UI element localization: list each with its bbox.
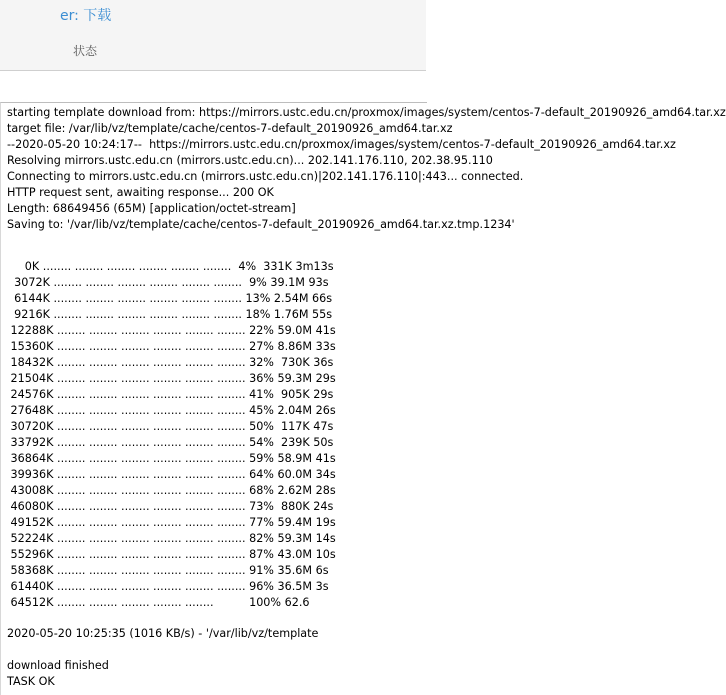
log-line: 21504K ........ ........ ........ ........ ........ ........ 36% 59.3M 29s — [7, 372, 336, 385]
log-line: 46080K ........ ........ ........ ........ ........ ........ 73% 880K 24s — [7, 500, 334, 513]
log-line: Resolving mirrors.ustc.edu.cn (mirrors.ustc.edu.cn)... 202.141.176.110, 202.38.95.110 — [7, 154, 493, 167]
task-log-panel[interactable] — [0, 102, 726, 695]
log-line: starting template download from: https://mirrors.ustc.edu.cn/proxmox/images/system/centos-7-default_20190926_amd64.tar.xz — [7, 106, 726, 119]
log-line: --2020-05-20 10:24:17-- https://mirrors.ustc.edu.cn/proxmox/images/system/centos-7-default_20190926_amd64.tar.xz — [7, 138, 676, 151]
log-line: 30720K ........ ........ ........ ........ ........ ........ 50% 117K 47s — [7, 420, 334, 433]
log-line: 33792K ........ ........ ........ ........ ........ ........ 54% 239K 50s — [7, 436, 334, 449]
log-line: 58368K ........ ........ ........ ........ ........ ........ 91% 35.6M 6s — [7, 564, 329, 577]
log-line: 15360K ........ ........ ........ ........ ........ ........ 27% 8.86M 33s — [7, 340, 336, 353]
window-title: er: 下载 — [60, 8, 112, 24]
log-line: 6144K ........ ........ ........ ........ ........ ........ 13% 2.54M 66s — [7, 292, 333, 305]
log-line: Length: 68649456 (65M) [application/octet-stream] — [7, 202, 296, 215]
log-line: 27648K ........ ........ ........ ........ ........ ........ 45% 2.04M 26s — [7, 404, 336, 417]
log-line: 9216K ........ ........ ........ ........ ........ ........ 18% 1.76M 55s — [7, 308, 333, 321]
window-header — [0, 0, 426, 71]
log-line: 2020-05-20 10:25:35 (1016 KB/s) - '/var/lib/vz/template — [7, 627, 319, 640]
log-line: 24576K ........ ........ ........ ........ ........ ........ 41% 905K 29s — [7, 388, 334, 401]
log-line: download finished — [7, 659, 109, 672]
log-line: 43008K ........ ........ ........ ........ ........ ........ 68% 2.62M 28s — [7, 484, 336, 497]
log-line: 12288K ........ ........ ........ ........ ........ ........ 22% 59.0M 41s — [7, 324, 336, 337]
log-line: 52224K ........ ........ ........ ........ ........ ........ 82% 59.3M 14s — [7, 532, 336, 545]
log-line: 64512K ........ ........ ........ ........ ........ 100% 62.6 — [7, 596, 310, 609]
log-line: 61440K ........ ........ ........ ........ ........ ........ 96% 36.5M 3s — [7, 580, 329, 593]
log-line: 49152K ........ ........ ........ ........ ........ ........ 77% 59.4M 19s — [7, 516, 336, 529]
log-line: 39936K ........ ........ ........ ........ ........ ........ 64% 60.0M 34s — [7, 468, 336, 481]
tab-status[interactable]: 状态 — [73, 44, 98, 58]
log-line: HTTP request sent, awaiting response... 200 OK — [7, 186, 274, 199]
log-line: Connecting to mirrors.ustc.edu.cn (mirrors.ustc.edu.cn)|202.141.176.110|:443... connected. — [7, 170, 524, 183]
log-line: 18432K ........ ........ ........ ........ ........ ........ 32% 730K 36s — [7, 356, 334, 369]
log-line: Saving to: '/var/lib/vz/template/cache/centos-7-default_20190926_amd64.tar.xz.tmp.1234' — [7, 218, 515, 231]
log-line: 0K ........ ........ ........ ........ ........ ........ 4% 331K 3m13s — [7, 260, 334, 273]
log-line: TASK OK — [7, 675, 55, 688]
log-line: 3072K ........ ........ ........ ........ ........ ........ 9% 39.1M 93s — [7, 276, 329, 289]
log-line: 36864K ........ ........ ........ ........ ........ ........ 59% 58.9M 41s — [7, 452, 336, 465]
log-line: 55296K ........ ........ ........ ........ ........ ........ 87% 43.0M 10s — [7, 548, 336, 561]
log-line: target file: /var/lib/vz/template/cache/centos-7-default_20190926_amd64.tar.xz — [7, 122, 453, 135]
